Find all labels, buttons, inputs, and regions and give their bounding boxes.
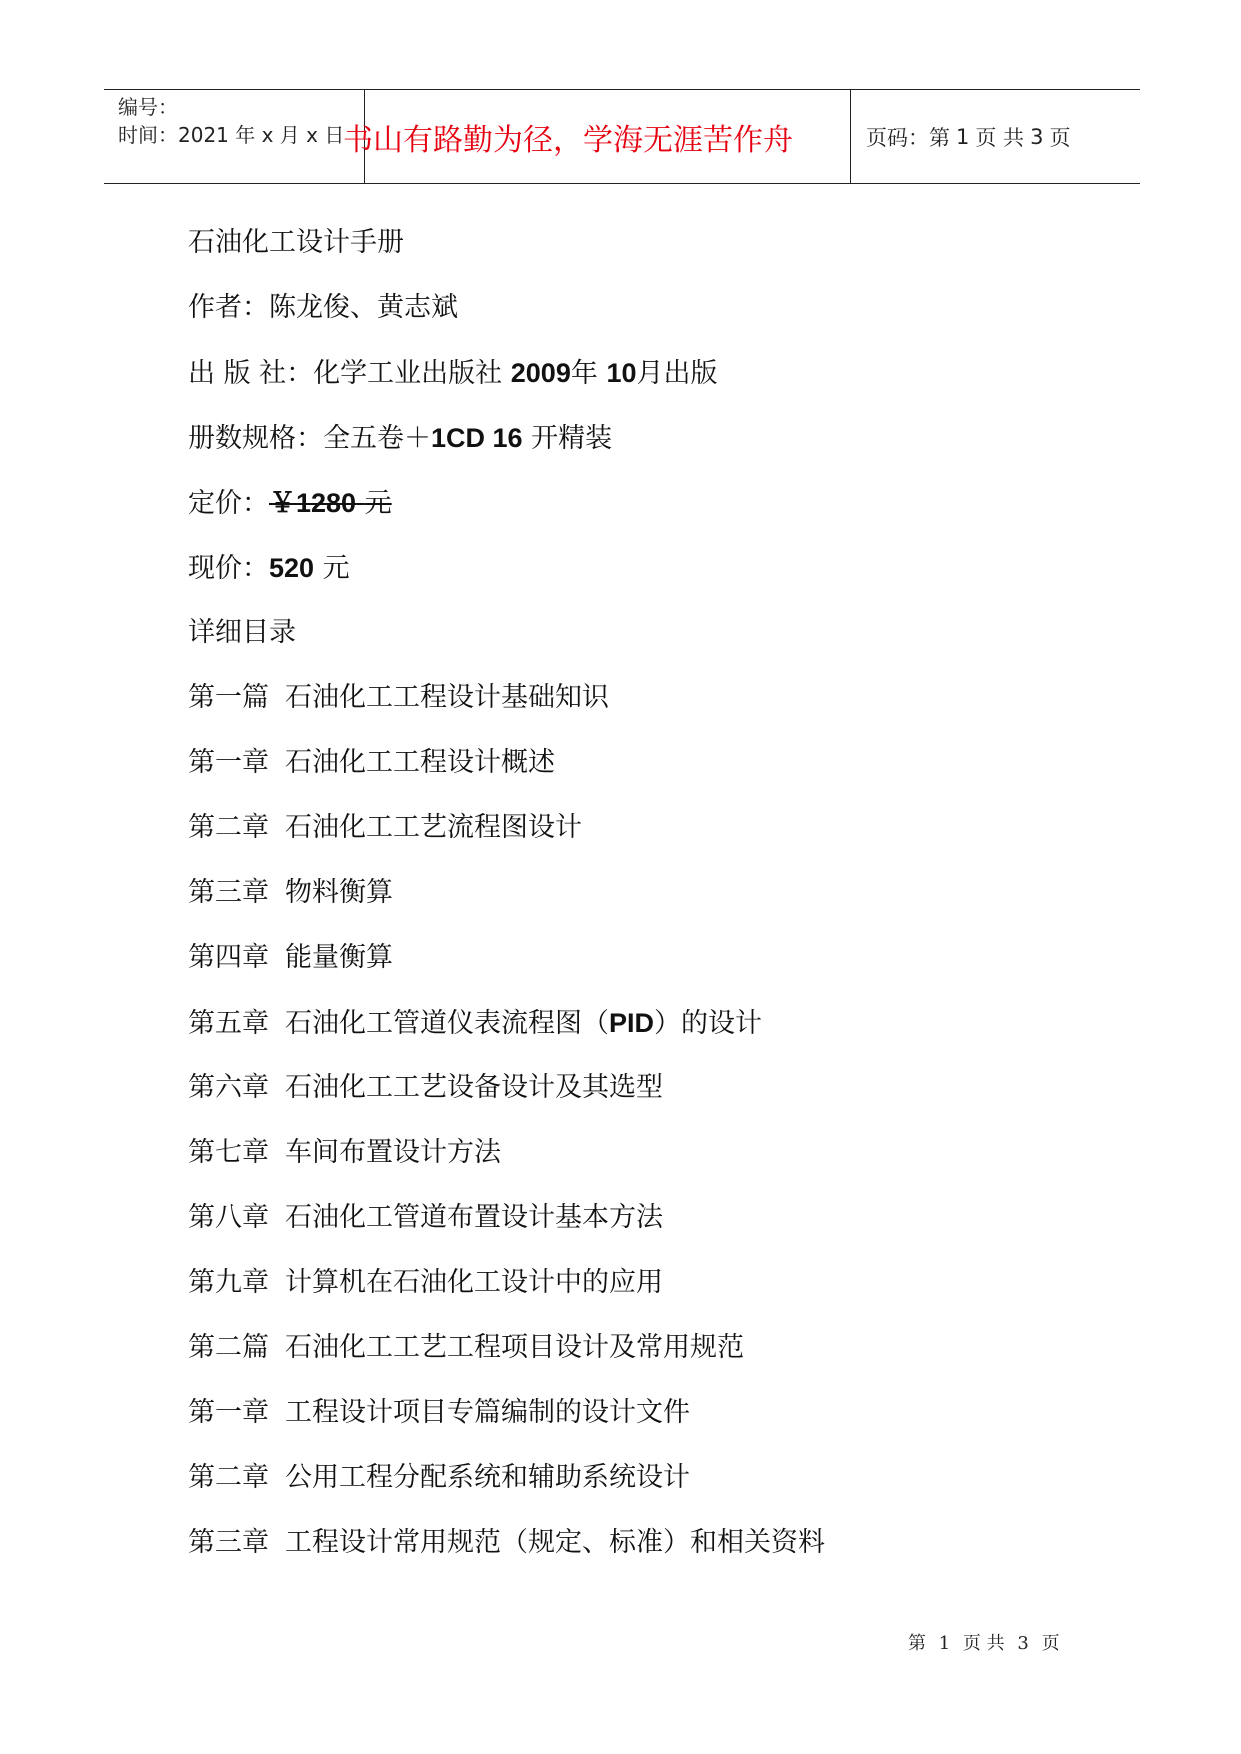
- toc-item-number: 第一章: [188, 1397, 269, 1428]
- toc-item-number: 第七章: [188, 1137, 269, 1168]
- toc-item: [188, 940, 825, 1005]
- toc-item-title: 石油化工工艺流程图设计: [285, 812, 582, 843]
- spec-suffix: 开精装: [531, 423, 613, 454]
- toc-item: [188, 1070, 825, 1135]
- toc-item-number: 第二章: [188, 812, 269, 843]
- toc-heading: 详细目录: [188, 617, 296, 648]
- page-label: 页码：第: [866, 125, 950, 150]
- author-label: 作者：: [188, 292, 269, 323]
- footer-suffix: 页: [1041, 1633, 1060, 1654]
- toc-item-title: 石油化工管道仪表流程图（: [285, 1008, 609, 1039]
- page-end: 页: [1049, 125, 1071, 150]
- toc-item-number: 第八章: [188, 1202, 269, 1233]
- toc-item-title: 工程设计项目专篇编制的设计文件: [285, 1397, 690, 1428]
- pub-year: 2009: [510, 358, 571, 388]
- toc-item-number: 第二章: [188, 1462, 269, 1493]
- spec-cd: 1CD 16: [431, 423, 523, 453]
- author-line: [188, 290, 825, 355]
- header-motto: 书山有路勤为径，学海无涯苦作舟: [343, 122, 793, 158]
- current-price-label: 现价：: [188, 553, 269, 584]
- toc-item-number: 第三章: [188, 877, 269, 908]
- toc-item-title: 石油化工工艺工程项目设计及常用规范: [285, 1332, 744, 1363]
- toc-item: [188, 1525, 825, 1590]
- price-label: 定价：: [188, 488, 269, 519]
- year-char: 年: [570, 358, 598, 389]
- authors: 陈龙俊、黄志斌: [269, 292, 458, 323]
- toc-item: [188, 680, 825, 745]
- toc-item: [188, 810, 825, 875]
- toc-item: [188, 1265, 825, 1330]
- toc-item: [188, 1330, 825, 1395]
- current-price: 520: [269, 553, 315, 583]
- toc-item-title: 物料衡算: [285, 877, 393, 908]
- toc-item-title: 工程设计常用规范（规定、标准）和相关资料: [285, 1527, 825, 1558]
- pub-month: 10: [606, 358, 637, 388]
- toc-item-title: 计算机在石油化工设计中的应用: [285, 1267, 663, 1298]
- page-mid: 页 共: [975, 125, 1025, 150]
- toc-list: [188, 680, 825, 1590]
- toc-item-number: 第一章: [188, 747, 269, 778]
- toc-item-title: 车间布置设计方法: [285, 1137, 501, 1168]
- current-price-unit: 元: [322, 553, 350, 584]
- footer-mid: 页 共: [962, 1633, 1005, 1654]
- toc-item: [188, 1200, 825, 1265]
- toc-item-number: 第五章: [188, 1008, 269, 1039]
- book-title: 石油化工设计手册: [188, 227, 404, 258]
- toc-item-number: 第四章: [188, 942, 269, 973]
- toc-item-abbrev: PID: [609, 1008, 655, 1038]
- month-suffix: 月出版: [636, 358, 718, 389]
- toc-item-number: 第六章: [188, 1072, 269, 1103]
- page-current: 1: [956, 124, 970, 149]
- toc-item-number: 第一篇: [188, 682, 269, 713]
- old-price-struck: [269, 488, 392, 519]
- toc-item: [188, 1395, 825, 1460]
- spec-prefix: 全五卷＋: [323, 423, 431, 454]
- toc-item-number: 第九章: [188, 1267, 269, 1298]
- footer-total: 3: [1017, 1633, 1029, 1654]
- toc-item-title: 能量衡算: [285, 942, 393, 973]
- toc-item: [188, 1135, 825, 1200]
- old-price: ￥1280: [269, 488, 357, 518]
- toc-item: [188, 1460, 825, 1525]
- header-page-info: [850, 90, 1140, 183]
- toc-item-title: 公用工程分配系统和辅助系统设计: [285, 1462, 690, 1493]
- toc-item-title: 石油化工工艺设备设计及其选型: [285, 1072, 663, 1103]
- page-total: 3: [1030, 124, 1044, 149]
- toc-item-title-end: ）的设计: [654, 1008, 763, 1039]
- time-label: 时间：2021 年 x 月 x 日: [118, 123, 345, 147]
- current-price-line: [188, 550, 825, 615]
- toc-item: [188, 1005, 825, 1070]
- spec-label: 册数规格：: [188, 423, 323, 454]
- publisher-line: [188, 355, 825, 420]
- toc-item: [188, 745, 825, 810]
- header-meta: [118, 93, 344, 149]
- toc-item-title: 石油化工工程设计概述: [285, 747, 555, 778]
- publisher-label: 出 版 社：: [188, 358, 314, 389]
- number-label: 编号：: [118, 95, 178, 119]
- footer-prefix: 第: [908, 1633, 926, 1654]
- toc-item-number: 第二篇: [188, 1332, 269, 1363]
- toc-item: [188, 875, 825, 940]
- old-price-unit: 元: [364, 488, 392, 519]
- old-price-line: [188, 485, 825, 550]
- spec-line: [188, 420, 825, 485]
- toc-item-number: 第三章: [188, 1527, 269, 1558]
- toc-item-title: 石油化工工程设计基础知识: [285, 682, 609, 713]
- toc-item-title: 石油化工管道布置设计基本方法: [285, 1202, 663, 1233]
- publisher: 化学工业出版社: [313, 358, 503, 389]
- document-body: [188, 225, 825, 1590]
- page-header: [104, 89, 1140, 184]
- footer-current: 1: [938, 1633, 951, 1654]
- page-footer: [908, 1629, 1067, 1655]
